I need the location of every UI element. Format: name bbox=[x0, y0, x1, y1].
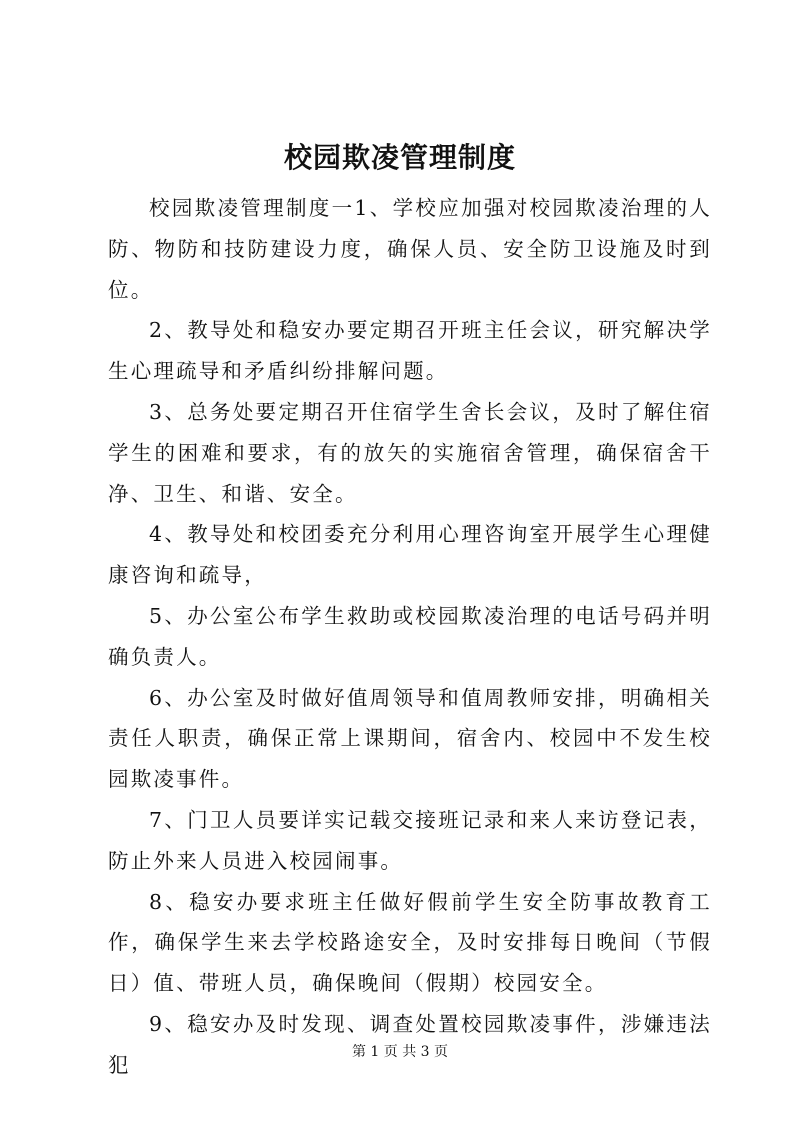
paragraph-5: 5、办公室公布学生救助或校园欺凌治理的电话号码并明确负责人。 bbox=[108, 603, 712, 669]
document-title: 校园欺凌管理制度 bbox=[283, 141, 516, 174]
paragraph-2: 2、教导处和稳安办要定期召开班主任会议，研究解决学生心理疏导和矛盾纠纷排解问题。 bbox=[108, 318, 712, 384]
paragraph-8: 8、稳安办要求班主任做好假前学生安全防事故教育工作，确保学生来去学校路途安全，及时安排每日晚间（节假日）值、带班人员，确保晚间（假期）校园安全。 bbox=[108, 889, 712, 996]
paragraph-7: 7、门卫人员要详实记载交接班记录和来人来访登记表，防止外来人员进入校园闹事。 bbox=[108, 807, 712, 873]
paragraph-6: 6、办公室及时做好值周领导和值周教师安排，明确相关责任人职责，确保正常上课期间，宿舍内、校园中不发生校园欺凌事件。 bbox=[108, 685, 712, 792]
page-number-footer: 第 1 页 共 3 页 bbox=[351, 1044, 449, 1060]
paragraph-4: 4、教导处和校团委充分利用心理咨询室开展学生心理健康咨询和疏导， bbox=[108, 522, 712, 588]
paragraph-1: 校园欺凌管理制度一1、学校应加强对校园欺凌治理的人防、物防和技防建设力度，确保人员、安全防卫设施及时到位。 bbox=[108, 196, 712, 302]
document-body bbox=[108, 188, 712, 1086]
paragraph-9: 9、稳安办及时发现、调查处置校园欺凌事件，涉嫌违法犯 bbox=[108, 1011, 712, 1077]
paragraph-3: 3、总务处要定期召开住宿学生舍长会议，及时了解住宿学生的困难和要求，有的放矢的实施宿舍管理，确保宿舍干净、卫生、和谐、安全。 bbox=[108, 399, 712, 506]
